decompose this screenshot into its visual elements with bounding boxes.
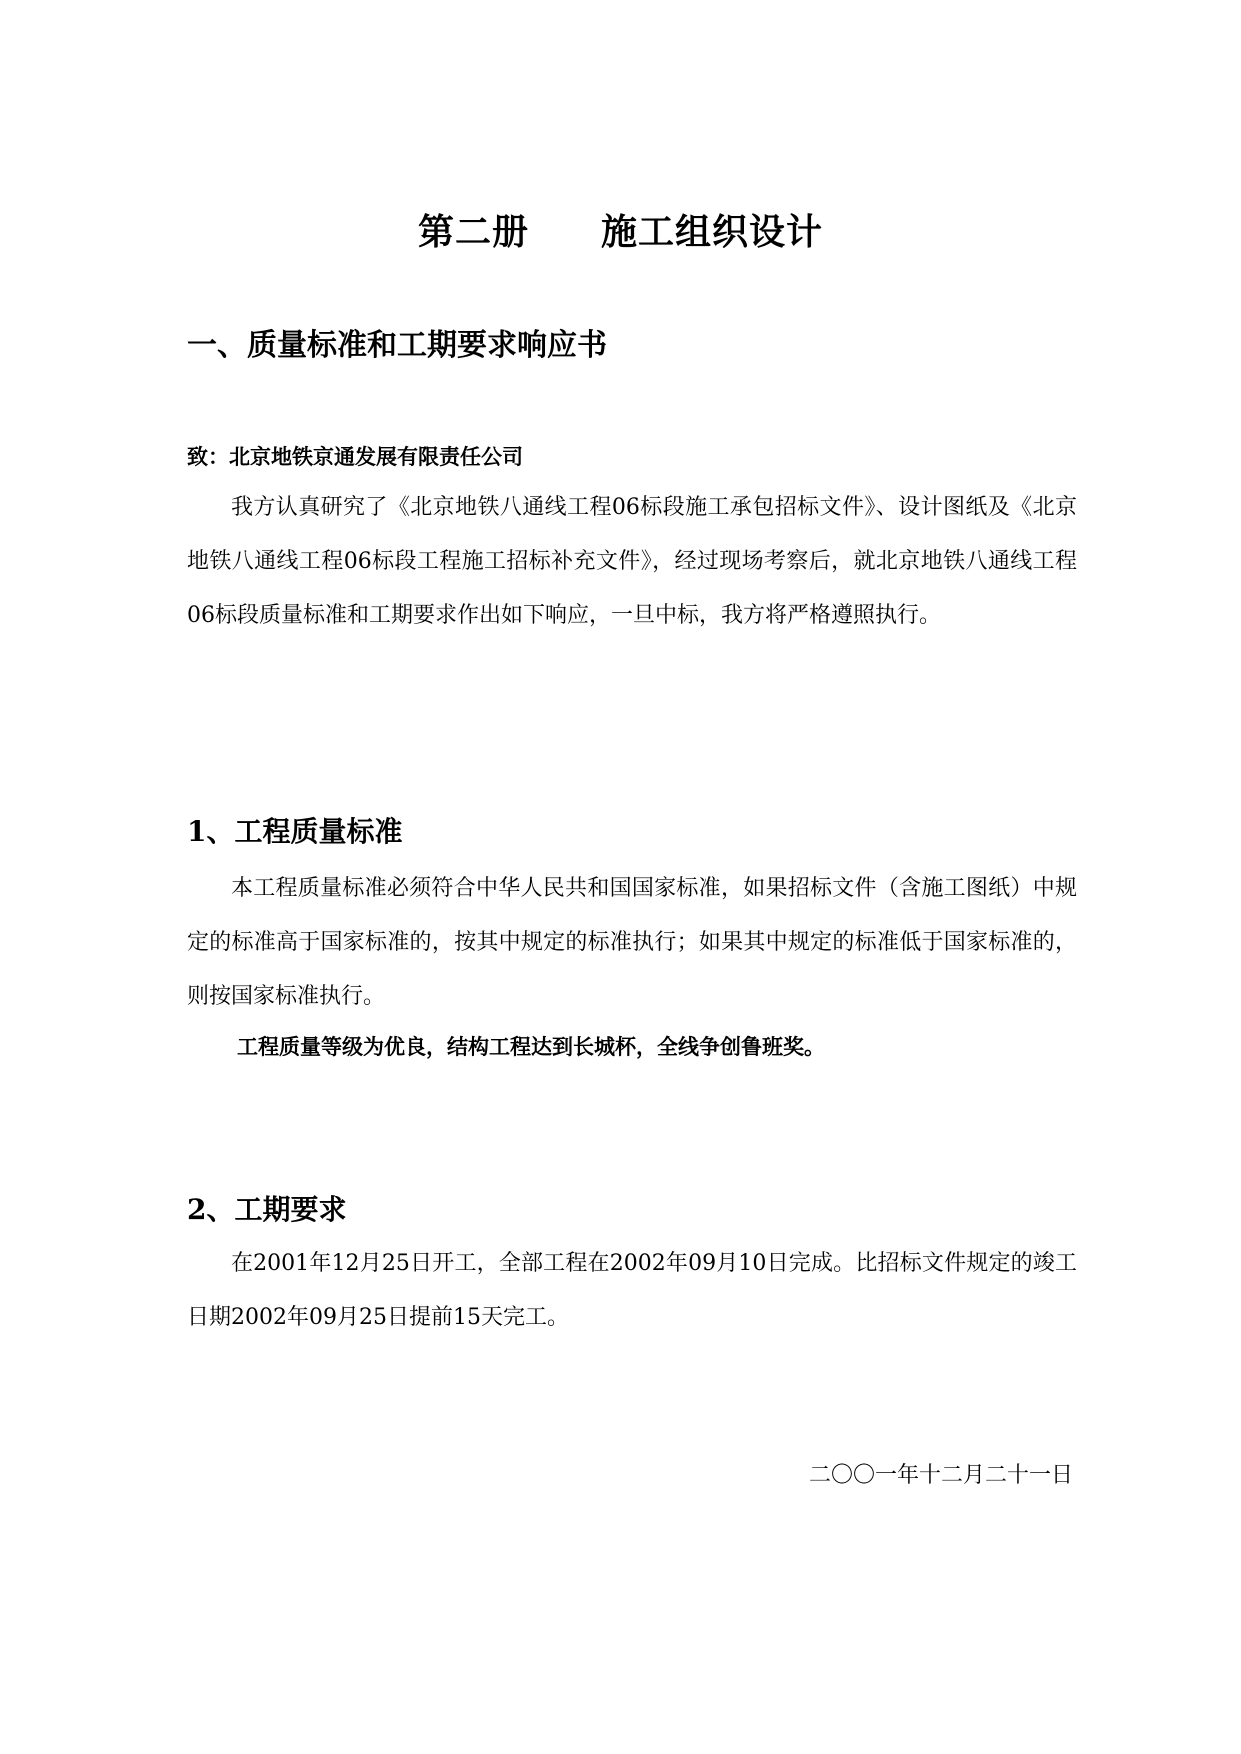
intro-paragraph: 我方认真研究了《北京地铁八通线工程06标段施工承包招标文件》、设计图纸及《北京地铁八通线工程06标段工程施工招标补充文件》，经过现场考察后，就北京地铁八通线工程06标段质量标准和工期要求作出如下响应，一旦中标，我方将严格遵照执行。 bbox=[187, 495, 1077, 628]
schedule-heading: 2、工期要求 bbox=[187, 1193, 347, 1226]
schedule-paragraph: 在2001年12月25日开工，全部工程在2002年09月10日完成。比招标文件规定的竣工日期2002年09月25日提前15天完工。 bbox=[187, 1251, 1077, 1330]
addressee-line: 致：北京地铁京通发展有限责任公司 bbox=[187, 444, 523, 469]
main-heading: 一、质量标准和工期要求响应书 bbox=[187, 328, 607, 363]
volume-subject: 施工组织设计 bbox=[601, 211, 824, 253]
document-title bbox=[0, 204, 1241, 255]
signature-date: 二〇〇一年十二月二十一日 bbox=[808, 1463, 1073, 1488]
quality-standard-heading: 1、工程质量标准 bbox=[187, 815, 403, 848]
quality-grade-statement: 工程质量等级为优良，结构工程达到长城杯，全线争创鲁班奖。 bbox=[237, 1034, 825, 1059]
volume-label: 第二册 bbox=[417, 211, 529, 253]
quality-standard-paragraph: 本工程质量标准必须符合中华人民共和国国家标准，如果招标文件（含施工图纸）中规定的标准高于国家标准的，按其中规定的标准执行；如果其中规定的标准低于国家标准的，则按国家标准执行。 bbox=[187, 876, 1077, 1009]
